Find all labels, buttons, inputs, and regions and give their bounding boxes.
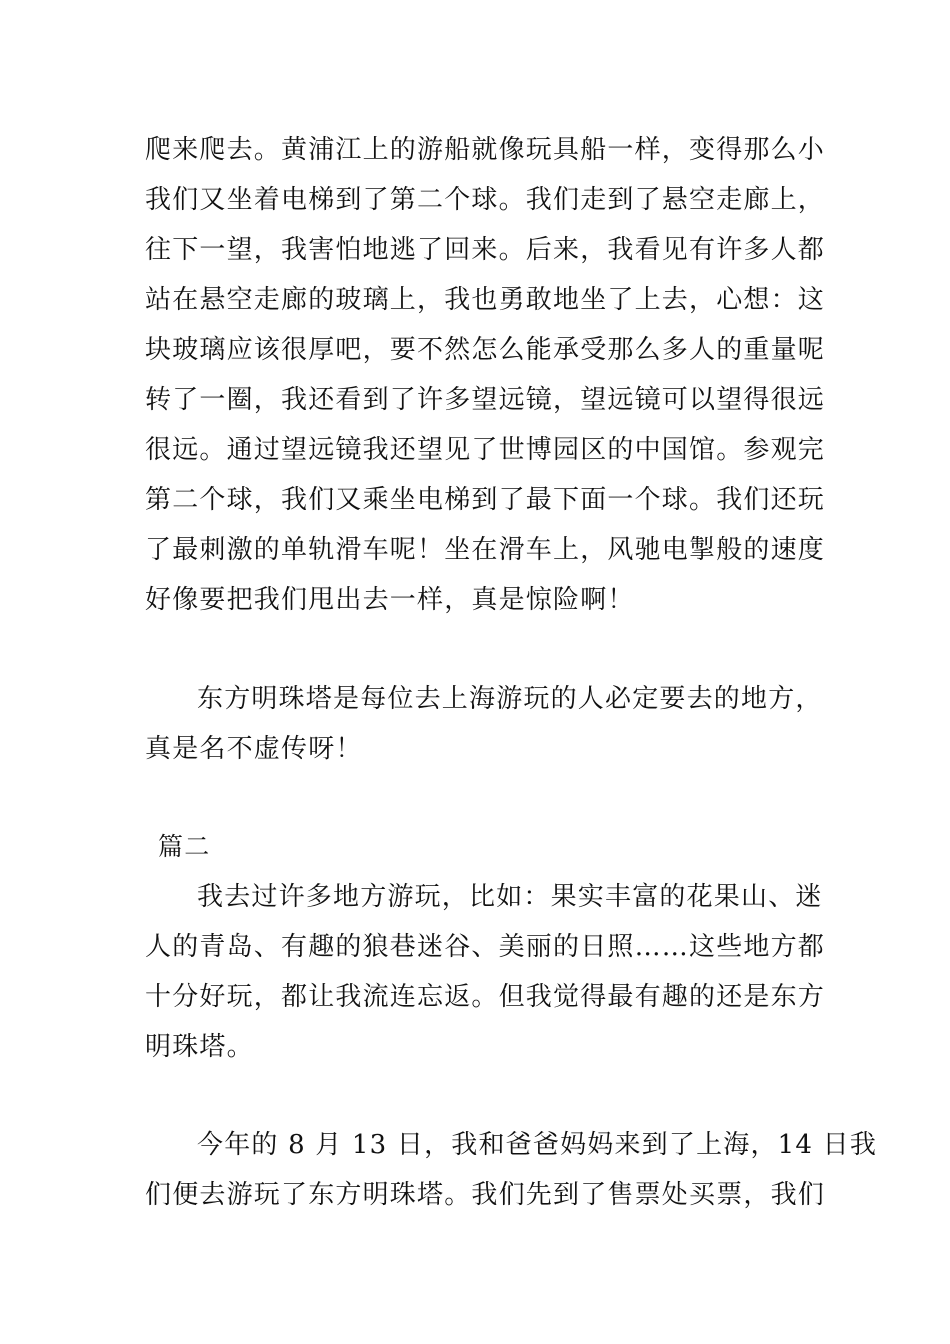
paragraph-line: 东方明珠塔是每位去上海游玩的人必定要去的地方，	[197, 684, 823, 714]
paragraph-line: 块玻璃应该很厚吧，要不然怎么能承受那么多人的重量呢	[145, 335, 826, 365]
paragraph-line: 站在悬空走廊的玻璃上，我也勇敢地坐了上去，心想：这	[145, 285, 826, 315]
paragraph-line: 今年的 8 月 13 日，我和爸爸妈妈来到了上海，14 日我	[197, 1130, 878, 1160]
paragraph-line: 了最刺激的单轨滑车呢！坐在滑车上，风驰电掣般的速度	[145, 535, 826, 565]
paragraph-line: 好像要把我们甩出去一样，真是惊险啊！	[145, 585, 635, 615]
paragraph-line: 往下一望，我害怕地逃了回来。后来，我看见有许多人都	[145, 235, 826, 265]
paragraph-line: 我们又坐着电梯到了第二个球。我们走到了悬空走廊上，	[145, 185, 826, 215]
paragraph-line: 们便去游玩了东方明珠塔。我们先到了售票处买票，我们	[145, 1180, 826, 1210]
paragraph-line: 明珠塔。	[145, 1032, 254, 1062]
section-heading: 篇二	[158, 832, 211, 861]
paragraph-line: 十分好玩，都让我流连忘返。但我觉得最有趣的还是东方	[145, 982, 826, 1012]
paragraph-line: 转了一圈，我还看到了许多望远镜，望远镜可以望得很远	[145, 385, 826, 415]
paragraph-line: 很远。通过望远镜我还望见了世博园区的中国馆。参观完	[145, 435, 826, 465]
paragraph-line: 我去过许多地方游玩，比如：果实丰富的花果山、迷	[197, 882, 823, 912]
paragraph-line: 真是名不虚传呀！	[145, 734, 363, 764]
paragraph-line: 爬来爬去。黄浦江上的游船就像玩具船一样，变得那么小	[145, 135, 826, 165]
paragraph-line: 人的青岛、有趣的狼巷迷谷、美丽的日照……这些地方都	[145, 932, 826, 962]
paragraph-line: 第二个球，我们又乘坐电梯到了最下面一个球。我们还玩	[145, 485, 826, 515]
